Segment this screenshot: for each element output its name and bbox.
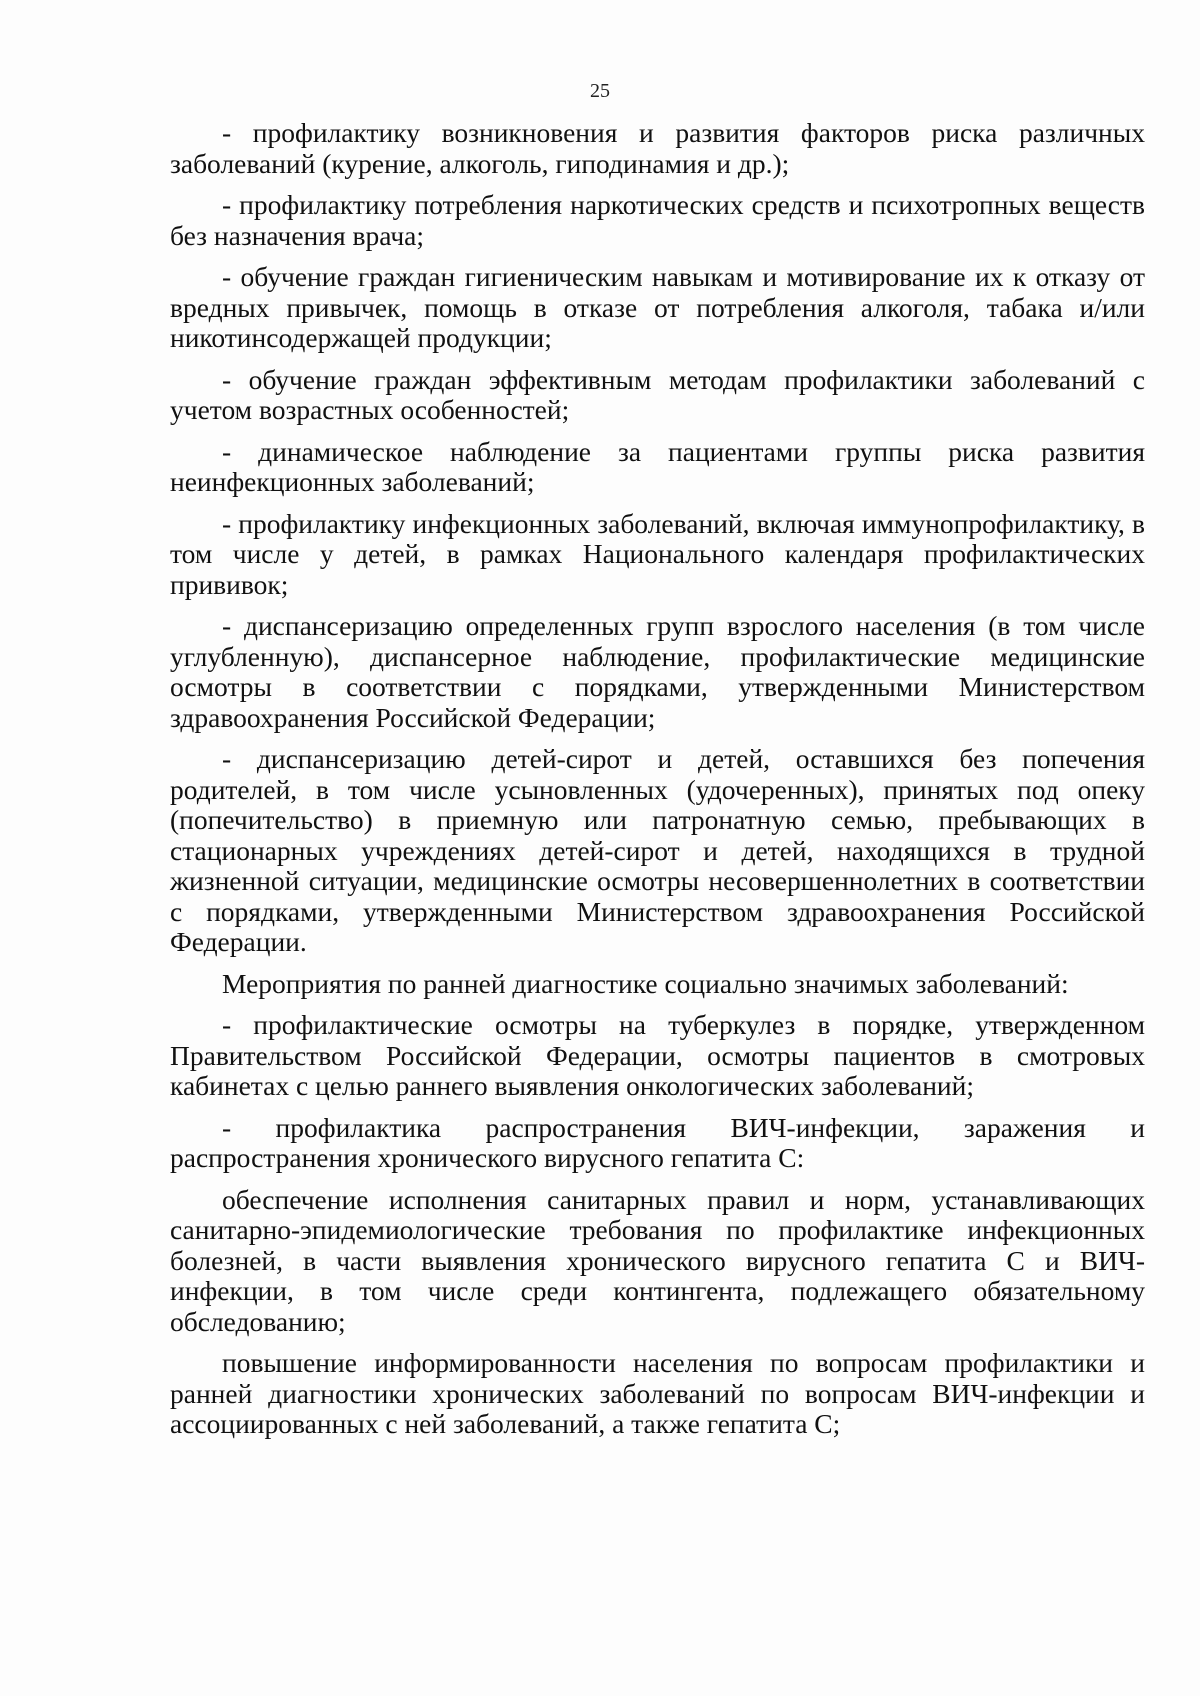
section-heading: Мероприятия по ранней диагностике социально значимых заболеваний: (222, 967, 1069, 999)
paragraph: - диспансеризацию детей-сирот и детей, оставшихся без попечения родителей, в том числе усыновленных (удочеренных), принятых под опеку (попечительство) в приемную или патронатную семью, пребывающих в стационарных учреждениях детей-сирот и детей, находящихся в трудной жизненной ситуации, медицинские осмотры несовершеннолетних в соответствии с порядками, утвержденными Министерством здравоохранения Российской Федерации. (170, 743, 1145, 957)
paragraph: - диспансеризацию определенных групп взрослого населения (в том числе углубленную), диспансерное наблюдение, профилактические медицинские осмотры в соответствии с порядками, утвержденными Министерством здравоохранения Российской Федерации; (170, 610, 1145, 733)
paragraph: - обучение граждан гигиеническим навыкам и мотивирование их к отказу от вредных привычек, помощь в отказе от потребления алкоголя, табака и/или никотинсодержащей продукции; (170, 261, 1145, 353)
paragraph: - профилактику инфекционных заболеваний, включая иммунопрофилактику, в том числе у детей, в рамках Национального календаря профилактических прививок; (170, 507, 1145, 600)
paragraph: - динамическое наблюдение за пациентами группы риска развития неинфекционных заболеваний; (170, 435, 1145, 497)
page-number: 25 (590, 80, 610, 102)
paragraph: - профилактику потребления наркотических средств и психотропных веществ без назначения врача; (170, 189, 1145, 251)
paragraph: обеспечение исполнения санитарных правил и норм, устанавливающих санитарно-эпидемиологические требования по профилактике инфекционных болезней, в части выявления хронического вирусного гепатита С и ВИЧ-инфекции, в том числе среди контингента, подлежащего обязательному обследованию; (170, 1183, 1145, 1337)
document-body (170, 118, 1145, 1451)
paragraph: - обучение граждан эффективным методам профилактики заболеваний с учетом возрастных особенностей; (170, 363, 1145, 425)
paragraph: - профилактику возникновения и развития факторов риска различных заболеваний (курение, алкоголь, гиподинамия и др.); (170, 117, 1145, 179)
paragraph: повышение информированности населения по вопросам профилактики и ранней диагностики хронических заболеваний по вопросам ВИЧ-инфекции и ассоциированных с ней заболеваний, а также гепатита С; (170, 1347, 1145, 1439)
paragraph: - профилактические осмотры на туберкулез в порядке, утвержденном Правительством Российской Федерации, осмотры пациентов в смотровых кабинетах с целью раннего выявления онкологических заболеваний; (170, 1009, 1145, 1101)
paragraph: - профилактика распространения ВИЧ-инфекции, заражения и распространения хронического вирусного гепатита С: (170, 1111, 1145, 1173)
